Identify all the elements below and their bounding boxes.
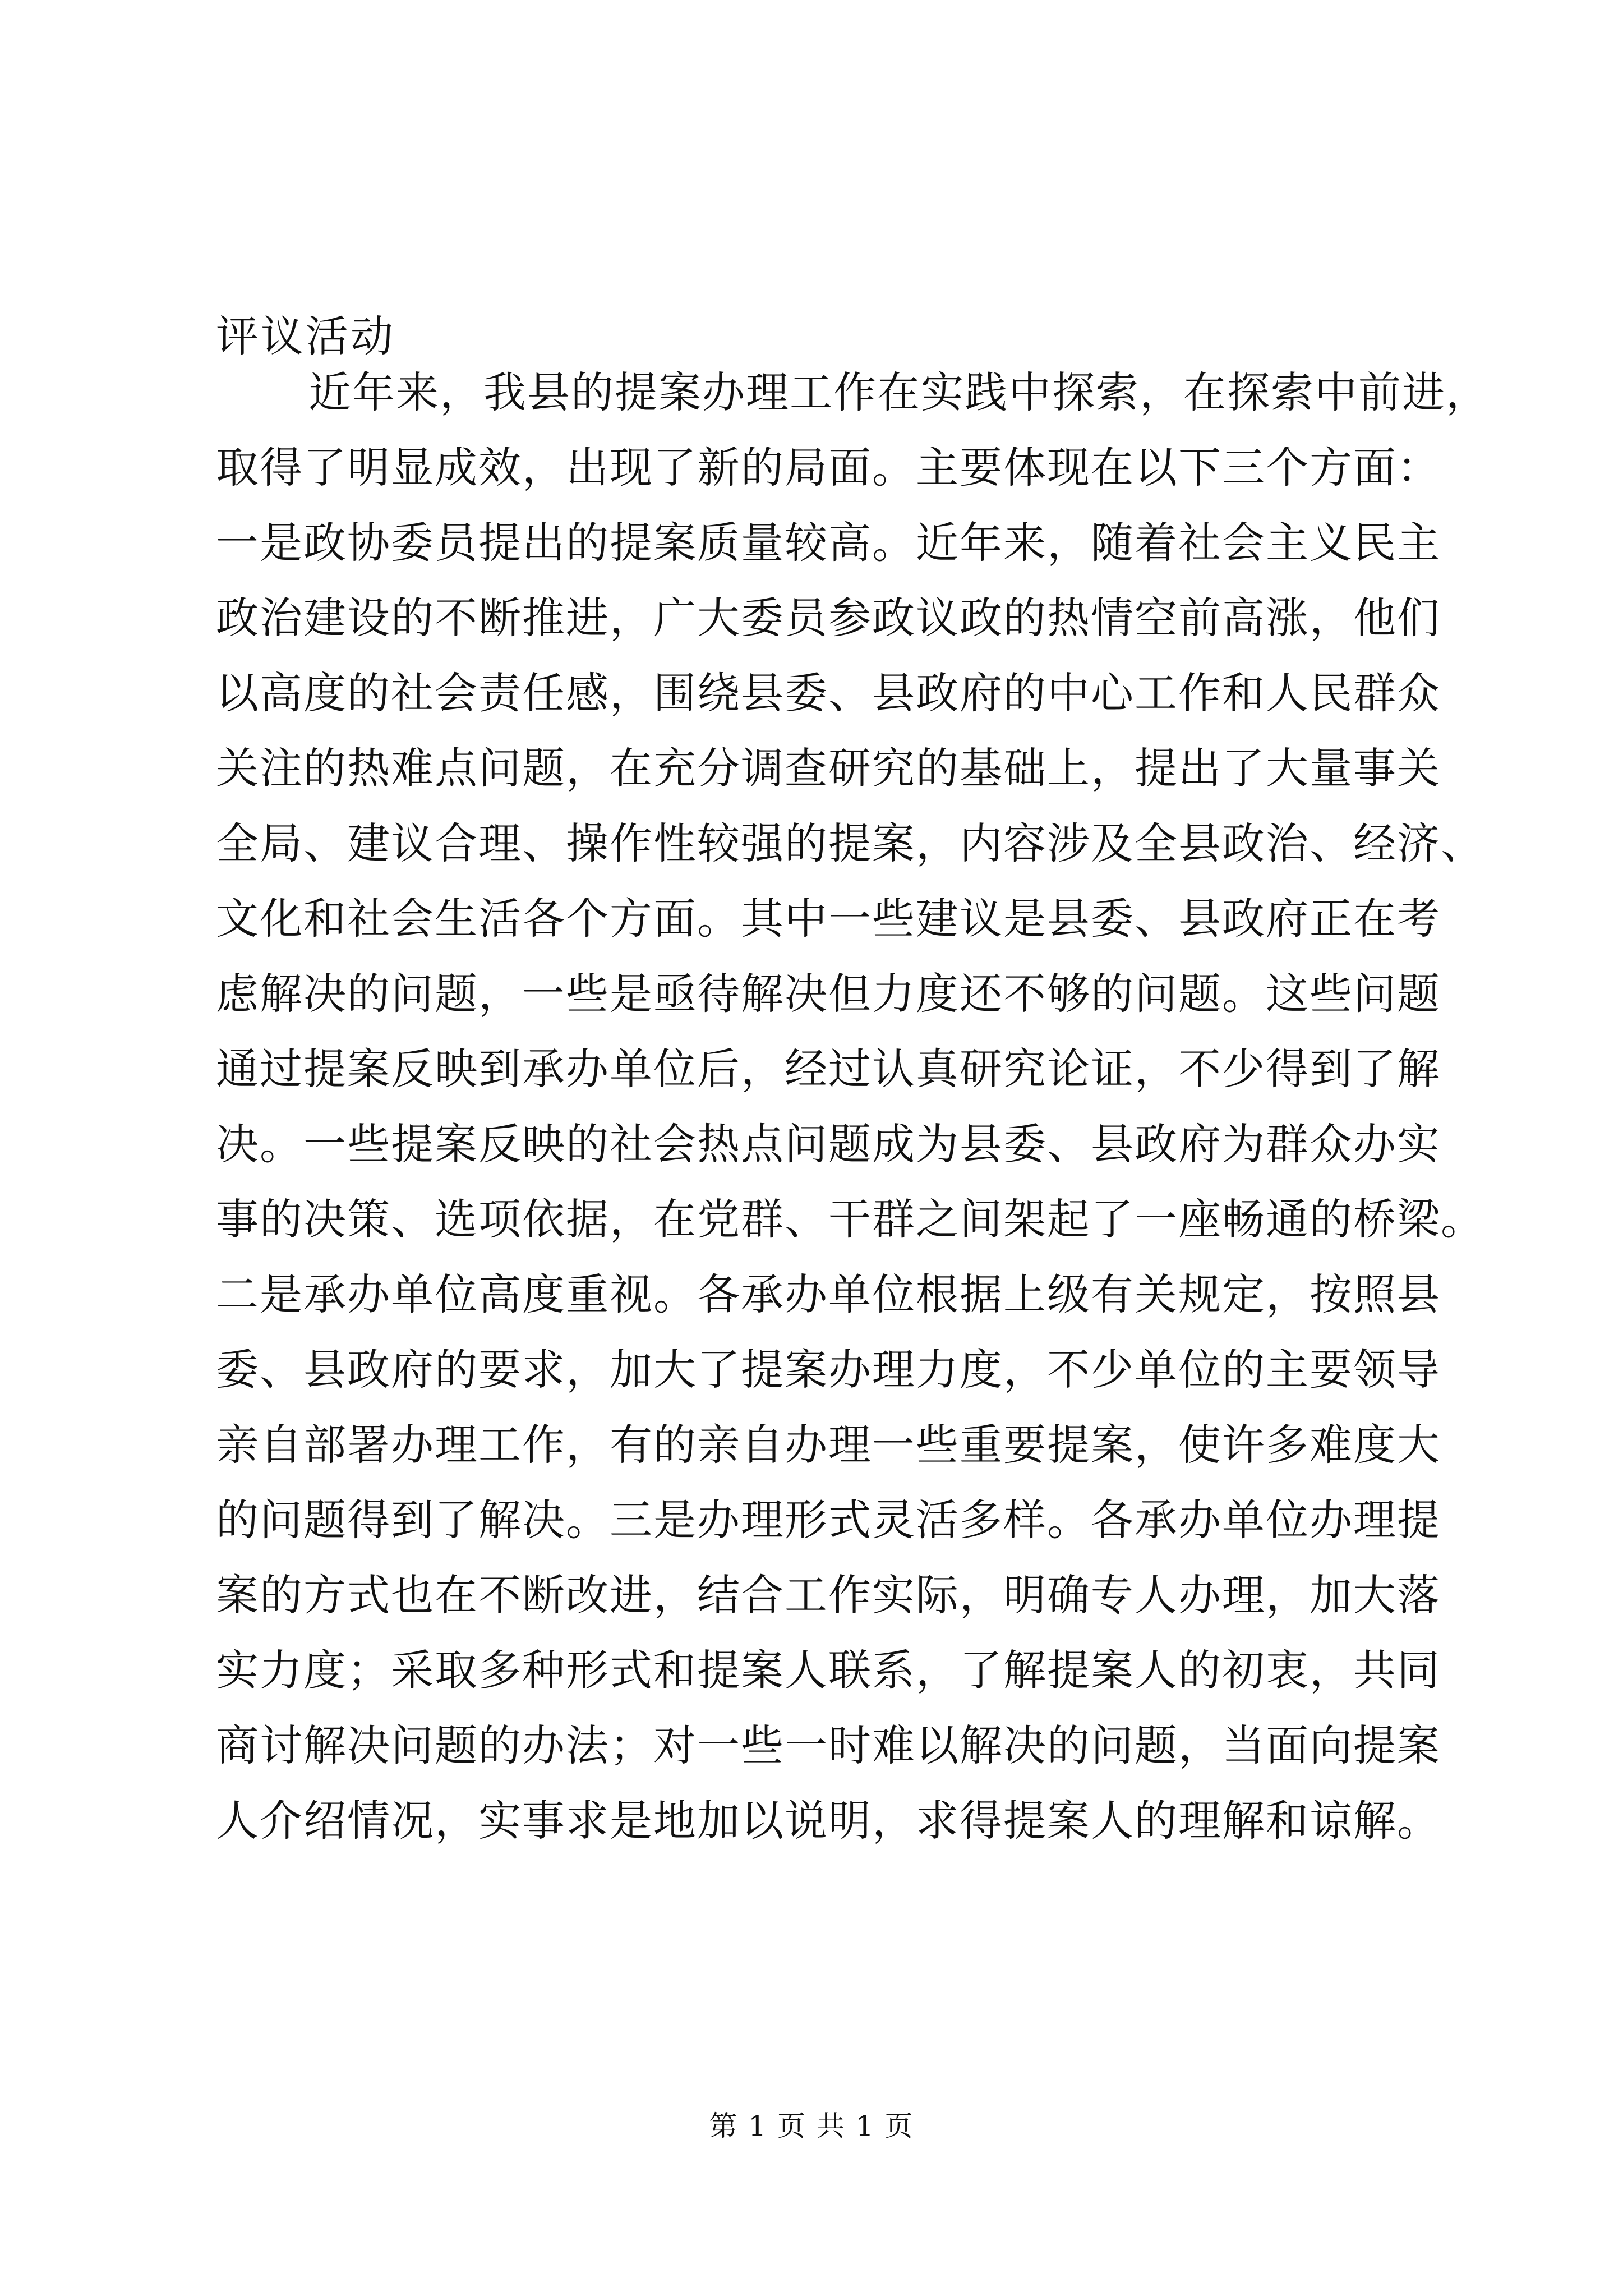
body-line: 以高度的社会责任感，围绕县委、县政府的中心工作和人民群众 <box>216 668 1441 718</box>
body-line: 政治建设的不断推进，广大委员参政议政的热情空前高涨，他们 <box>216 593 1441 643</box>
body-line: 商讨解决问题的办法；对一些一时难以解决的问题，当面向提案 <box>216 1720 1441 1770</box>
body-line: 近年来，我县的提案办理工作在实践中探索，在探索中前进， <box>308 367 1490 417</box>
body-text <box>216 355 1490 1858</box>
body-line: 事的决策、选项依据，在党群、干群之间架起了一座畅通的桥梁。 <box>216 1194 1484 1244</box>
body-line: 人介绍情况，实事求是地加以说明，求得提案人的理解和谅解。 <box>216 1796 1441 1846</box>
body-line: 文化和社会生活各个方面。其中一些建议是县委、县政府正在考 <box>216 894 1441 944</box>
body-line: 委、县政府的要求，加大了提案办理力度，不少单位的主要领导 <box>216 1345 1441 1395</box>
body-line: 决。一些提案反映的社会热点问题成为县委、县政府为群众办实 <box>216 1119 1441 1169</box>
body-line: 全局、建议合理、操作性较强的提案，内容涉及全县政治、经济、 <box>216 818 1484 868</box>
body-line: 案的方式也在不断改进，结合工作实际，明确专人办理，加大落 <box>216 1570 1441 1620</box>
body-line: 关注的热难点问题，在充分调查研究的基础上，提出了大量事关 <box>216 743 1441 793</box>
body-line: 一是政协委员提出的提案质量较高。近年来，随着社会主义民主 <box>216 518 1441 568</box>
body-line: 取得了明显成效，出现了新的局面。主要体现在以下三个方面： <box>216 443 1441 493</box>
body-line: 二是承办单位高度重视。各承办单位根据上级有关规定，按照县 <box>216 1269 1441 1319</box>
body-line: 的问题得到了解决。三是办理形式灵活多样。各承办单位办理提 <box>216 1495 1441 1545</box>
page-footer: 第 1 页 共 1 页 <box>709 2110 914 2142</box>
body-line: 亲自部署办理工作，有的亲自办理一些重要提案，使许多难度大 <box>216 1420 1441 1470</box>
section-heading: 评议活动 <box>216 311 395 361</box>
body-line: 实力度；采取多种形式和提案人联系，了解提案人的初衷，共同 <box>216 1645 1441 1695</box>
body-line: 通过提案反映到承办单位后，经过认真研究论证，不少得到了解 <box>216 1044 1441 1094</box>
body-line: 虑解决的问题，一些是亟待解决但力度还不够的问题。这些问题 <box>216 969 1441 1019</box>
